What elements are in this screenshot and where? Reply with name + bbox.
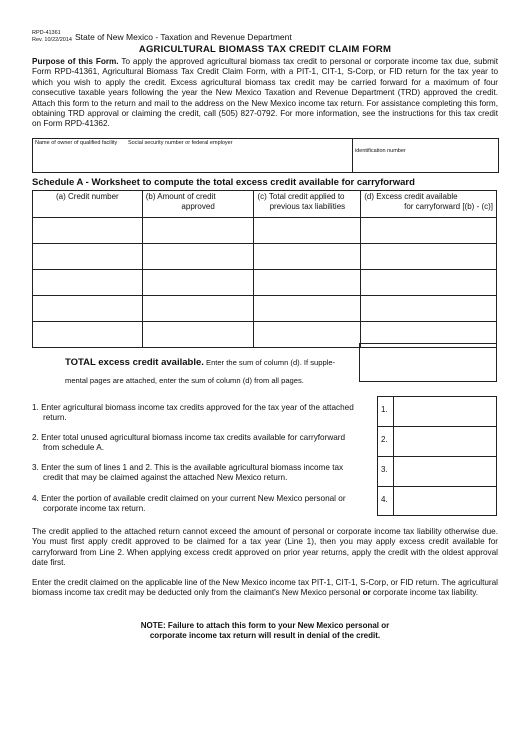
credit-applied-cell[interactable]: [254, 296, 361, 322]
credit-approved-cell[interactable]: [142, 218, 254, 244]
table-row: [33, 244, 497, 270]
line-3-text: 3. Enter the sum of lines 1 and 2. This is the available agricultural biomass income tax credit that may be claimed against the attached New Mexico return.: [32, 463, 344, 482]
purpose-paragraph: [32, 57, 498, 130]
line-2-field[interactable]: [395, 428, 495, 455]
credit-applied-cell[interactable]: [254, 270, 361, 296]
line-1-field[interactable]: [395, 398, 495, 425]
owner-name-label: Name of owner of qualified facility: [35, 140, 118, 146]
credit-applied-cell[interactable]: [254, 322, 361, 348]
table-row: [33, 296, 497, 322]
id-box-divider: [352, 138, 353, 173]
col-b-header: (b) Amount of credit approved: [142, 191, 254, 218]
form-title: AGRICULTURAL BIOMASS TAX CREDIT CLAIM FORM: [138, 44, 392, 55]
excess-credit-cell[interactable]: [361, 270, 497, 296]
credit-applied-cell[interactable]: [254, 218, 361, 244]
schedule-a-title: Schedule A - Worksheet to compute the total excess credit available for carryforward: [32, 177, 415, 188]
col-a-header: (a) Credit number: [33, 191, 143, 218]
total-excess-credit-field[interactable]: [359, 343, 497, 382]
line-3-number: 3.: [381, 465, 388, 474]
credit-approved-cell[interactable]: [142, 322, 254, 348]
credit-number-cell[interactable]: [33, 218, 143, 244]
excess-credit-cell[interactable]: [361, 296, 497, 322]
credit-number-cell[interactable]: [33, 322, 143, 348]
credit-claim-paragraph: Enter the credit claimed on the applicable line of the New Mexico income tax PIT-1, CIT-1, S-Corp, or FID return. The agricultural biomass income tax credit may be deducted only from the claimant's New Mexico personal or corporate income tax liability.: [32, 578, 498, 598]
credit-number-cell[interactable]: [33, 244, 143, 270]
identification-number-label: identification number: [355, 148, 406, 154]
total-excess-credit-label: TOTAL excess credit available. Enter the sum of column (d). If supple- mental pages are attached, enter the sum of column (d) from all pages.: [65, 357, 336, 385]
excess-credit-cell[interactable]: [361, 244, 497, 270]
credit-approved-cell[interactable]: [142, 296, 254, 322]
purpose-text: To apply the approved agricultural biomass tax credit to personal or corporate income tax due, submit Form RPD-41361, Agricultural Biomass Tax Credit Claim Form, with a PIT-1, CIT-1, S-Corp, or FID return for the tax year to which you wish to apply the credit. Excess agricultural biomass tax credit may be carried forward for a maximum of four consecutive taxable years following the year the New Mexico Taxation and Revenue Department (TRD) approved the credit. Attach this form to the return and mail to the address on the New Mexico income tax return. For assistance completing this form, obtaining TRD approval or claiming the credit, call (505) 827-0792. For more information, see the instructions for this tax credit on Form RPD-41362.: [32, 57, 498, 129]
table-row: [33, 218, 497, 244]
department-name: - Taxation and Revenue Department: [152, 32, 292, 42]
table-row: [33, 270, 497, 296]
line-2-text: 2. Enter total unused agricultural biomass income tax credits available for carryforward from schedule A.: [32, 433, 346, 452]
line-4-field[interactable]: [395, 488, 495, 515]
credit-approved-cell[interactable]: [142, 244, 254, 270]
line-4-text: 4. Enter the portion of available credit claimed on your current New Mexico personal or corporate income tax return.: [32, 494, 346, 513]
schedule-a-table: [32, 190, 497, 348]
revision-date: Rev. 10/22/2014: [32, 37, 72, 43]
credit-number-cell[interactable]: [33, 270, 143, 296]
state-name: State of New Mexico: [75, 32, 153, 42]
form-id: RPD-41361: [32, 30, 61, 36]
department-header: [75, 32, 292, 42]
credit-application-paragraph: The credit applied to the attached return cannot exceed the amount of personal or corporate income tax liability otherwise due. You must first apply credit approved to be claimed for a tax year (Line 1), then you may apply excess credit available for carryforward from Line 2. When applying excess credit approved on prior year returns, apply the credit with the oldest approval date first.: [32, 527, 498, 568]
line-3-field[interactable]: [395, 458, 495, 485]
line-2-number: 2.: [381, 435, 388, 444]
col-d-header: (d) Excess credit available for carryforward [(b) - (c)]: [361, 191, 497, 218]
credit-number-cell[interactable]: [33, 296, 143, 322]
purpose-label: Purpose of this Form.: [32, 57, 119, 66]
credit-applied-cell[interactable]: [254, 244, 361, 270]
excess-credit-cell[interactable]: [361, 218, 497, 244]
line-1-text: 1. Enter agricultural biomass income tax credits approved for the tax year of the attached return.: [32, 403, 354, 422]
credit-approved-cell[interactable]: [142, 270, 254, 296]
owner-name-field[interactable]: [35, 148, 347, 170]
line-4-number: 4.: [381, 495, 388, 504]
ssn-label: Social security number or federal employer: [128, 140, 233, 146]
line-divider: [377, 456, 497, 457]
line-divider: [377, 426, 497, 427]
line-1-number: 1.: [381, 405, 388, 414]
identification-number-field[interactable]: [355, 155, 495, 171]
line-divider: [377, 486, 497, 487]
col-c-header: (c) Total credit applied to previous tax liabilities: [254, 191, 361, 218]
schedule-a-header-row: [33, 191, 497, 218]
denial-note: NOTE: Failure to attach this form to your New Mexico personal or corporate income tax return will result in denial of the credit.: [140, 621, 390, 640]
